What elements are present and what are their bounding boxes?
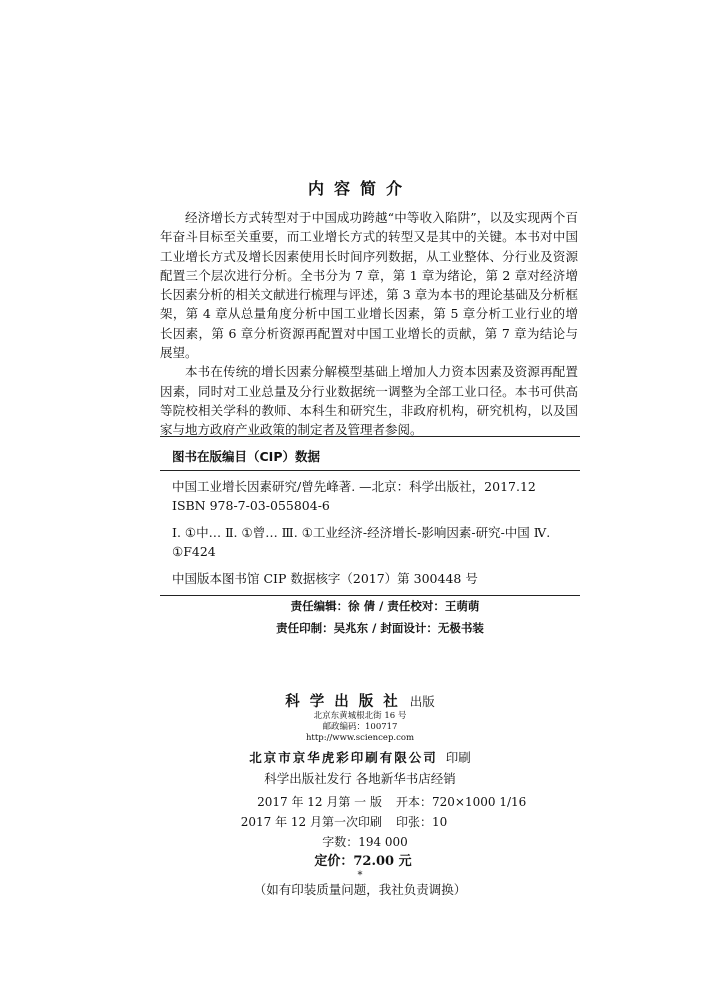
cip-approval-number: 中国版本图书馆 CIP 数据核字（2017）第 300448 号 <box>172 571 478 586</box>
printer-role: 印刷 <box>445 750 471 765</box>
quality-notice: （如有印装质量问题，我社负责调换） <box>253 882 467 897</box>
publisher-name: 科学出版社 <box>285 694 408 710</box>
summary-title: 内容简介 <box>307 179 412 198</box>
publisher-website: http://www.sciencep.com <box>305 733 415 743</box>
cip-isbn: ISBN 978-7-03-055804-6 <box>172 498 330 513</box>
summary-paragraph-2: 本书在传统的增长因素分解模型基础上增加人力资本因素及资源再配置因素，同时对工业总量及分行业数据统一调整为全部工业口径。本书可供高等院校相关学科的教师、本科生和研究生，非政府机构，研究机构，以及国家与地方政府产业政策的制定者及管理者参阅。 <box>160 364 578 438</box>
edition-date: 2017 年 12 月第 一 版 <box>257 795 382 809</box>
word-count: 字数：194 000 <box>322 835 408 849</box>
cip-data-box <box>160 470 580 596</box>
credits-printing-cover: 责任印制：吴兆东 / 封面设计：无极书装 <box>276 621 484 635</box>
edition-block <box>0 792 720 899</box>
star-mark: * <box>357 870 363 881</box>
cip-subject-headings: Ⅰ. ①中… Ⅱ. ①曾… Ⅲ. ①工业经济-经济增长-影响因素-研究-中国 Ⅳ. ①F424 <box>172 525 551 559</box>
printing-row <box>0 812 720 832</box>
printer-name: 北京市京华虎彩印刷有限公司 <box>249 750 438 765</box>
edition-row <box>0 792 720 812</box>
publisher-role: 出版 <box>409 694 435 709</box>
price: 定价：72.00 元 <box>314 854 412 869</box>
distribution-line: 科学出版社发行 各地新华书店经销 <box>264 771 456 786</box>
publisher-address: 北京东黄城根北街 16 号 <box>313 711 407 721</box>
cip-spacer <box>172 515 568 523</box>
editorial-credits <box>160 595 580 639</box>
cip-bibliographic-line: 中国工业增长因素研究/曾先峰著. —北京：科学出版社，2017.12 <box>172 479 536 494</box>
credits-editor-proofreader: 责任编辑：徐 倩 / 责任校对：王萌萌 <box>290 599 480 613</box>
printing-sheets: 印张：10 <box>396 815 448 829</box>
summary-paragraph-1: 经济增长方式转型对于中国成功跨越“中等收入陷阱”，以及实现两个百年奋斗目标至关重要，而工业增长方式的转型又是其中的关键。本书对中国工业增长方式及增长因素使用长时间序列数据，从工业整体、分行业及资源配置三个层次进行分析。全书分为 7 章，第 1 章为绪论，第 2 章对经济增长因素分析的相关文献进行梳理与评述，第 3 章为本书的理论基础及分析框架，第 4 章从总量角度分析中国工业增长因素，第 5 章分析工业行业的增长因素，第 6 章分析资源再配置对中国工业增长的贡献，第 7 章为结论与展望。 <box>160 210 578 361</box>
printer-line <box>0 748 720 766</box>
edition-format: 开本：720×1000 1/16 <box>396 795 527 809</box>
printing-date: 2017 年 12 月第一次印刷 <box>240 815 382 829</box>
cip-spacer <box>172 561 568 569</box>
publisher-line <box>0 690 720 711</box>
publisher-block <box>0 690 720 787</box>
publisher-postcode: 邮政编码：100717 <box>322 722 398 732</box>
cip-heading: 图书在版编目（CIP）数据 <box>160 436 580 465</box>
summary-text <box>160 208 578 440</box>
